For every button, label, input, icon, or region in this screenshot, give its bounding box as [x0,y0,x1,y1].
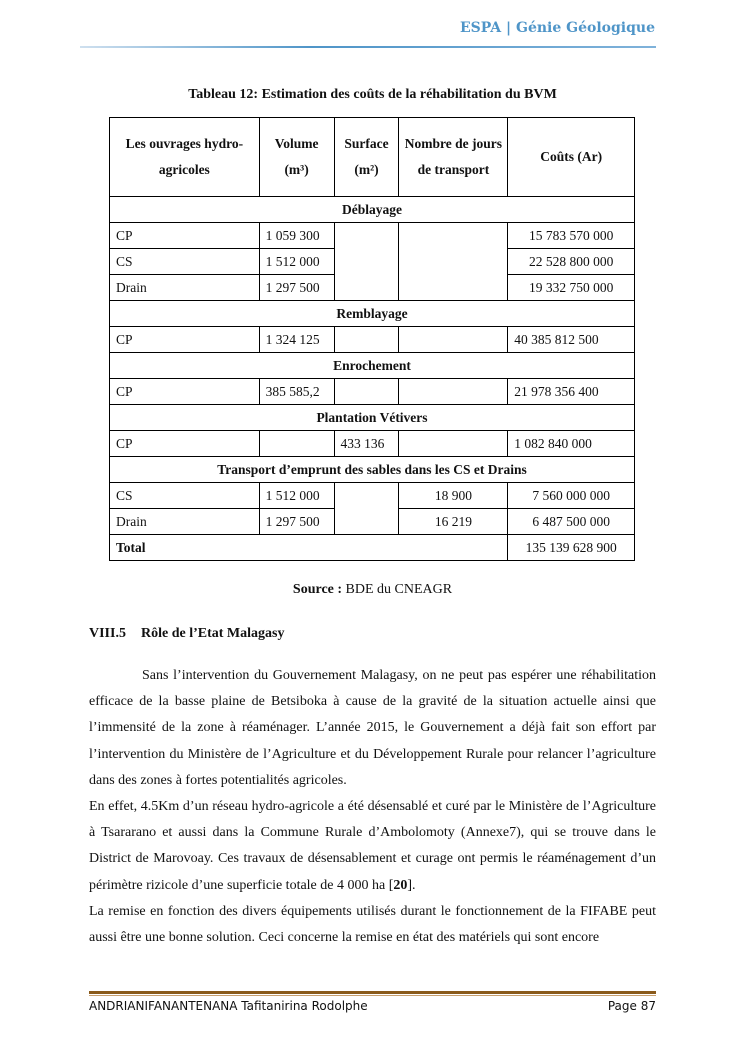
section-number: VIII.5 [89,626,126,641]
row-volume: 1 512 000 [259,249,334,275]
table-row [110,223,635,249]
section-enrochement: Enrochement [110,353,635,379]
row-cost: 15 783 570 000 [508,223,635,249]
row-surface-empty [334,223,399,301]
row-label: CS [110,249,260,275]
section-deblayage: Déblayage [110,197,635,223]
table-header-row [110,118,635,197]
row-cost: 21 978 356 400 [508,379,635,405]
row-jours-empty [399,379,508,405]
table-row [110,431,635,457]
row-surface-empty [334,327,399,353]
total-row [110,535,635,561]
section-transport: Transport d’emprunt des sables dans les CS et Drains [110,457,635,483]
row-label: Drain [110,509,260,535]
row-cost: 1 082 840 000 [508,431,635,457]
footer-page-number: Page 87 [607,999,656,1013]
row-label: CS [110,483,260,509]
row-cost: 22 528 800 000 [508,249,635,275]
section-row [110,353,635,379]
section-row [110,457,635,483]
table-source [0,582,745,598]
table-row [110,327,635,353]
row-volume-empty [259,431,334,457]
section-remblayage: Remblayage [110,301,635,327]
row-cost: 40 385 812 500 [508,327,635,353]
row-volume: 1 297 500 [259,509,334,535]
row-surface-empty [334,483,399,535]
row-label: CP [110,431,260,457]
source-text: BDE du CNEAGR [345,582,453,597]
row-cost: 6 487 500 000 [508,509,635,535]
header-title: ESPA | Génie Géologique [460,20,655,36]
row-surface-empty [334,379,399,405]
row-jours-empty [399,327,508,353]
citation-ref: 20 [393,877,408,893]
total-cost: 135 139 628 900 [508,535,635,561]
row-volume: 1 324 125 [259,327,334,353]
header-ouvrages: Les ouvrages hydro-agricoles [110,118,260,197]
paragraph-text: En effet, 4.5Km d’un réseau hydro-agricole a été désensablé et curé par le Ministère de l’Agriculture à Tsararano et aussi dans la Commune Rurale d’Ambolomoty (Annexe7), qui se trouve dans le District de Marovoay. Ces travaux de désensablement et curage ont permis le réaménagement d’un périmètre rizicole d’une superficie totale de 4 000 ha [ [89,799,656,893]
row-label: CP [110,327,260,353]
footer-divider-thin [89,995,656,996]
row-label: CP [110,223,260,249]
footer-divider [89,991,656,994]
table-row [110,483,635,509]
section-title: Rôle de l’Etat Malagasy [141,626,285,641]
row-volume: 1 512 000 [259,483,334,509]
row-jours-empty [399,431,508,457]
row-cost: 7 560 000 000 [508,483,635,509]
section-heading [89,626,284,642]
paragraph [89,794,656,899]
row-volume: 385 585,2 [259,379,334,405]
row-volume: 1 297 500 [259,275,334,301]
row-jours-empty [399,223,508,301]
row-label: CP [110,379,260,405]
section-plantation: Plantation Vétivers [110,405,635,431]
section-row [110,301,635,327]
table-row [110,379,635,405]
row-volume: 1 059 300 [259,223,334,249]
header-couts: Coûts (Ar) [508,118,635,197]
body-text [89,663,656,951]
table-caption: Tableau 12: Estimation des coûts de la réhabilitation du BVM [188,87,557,102]
footer-author: ANDRIANIFANANTENANA Tafitanirina Rodolphe [89,999,368,1013]
header-volume: Volume (m³) [259,118,334,197]
row-jours: 18 900 [399,483,508,509]
paragraph: Sans l’intervention du Gouvernement Malagasy, on ne peut pas espérer une réhabilitation efficace de la basse plaine de Betsiboka à cause de la gravité de la situation actuelle ainsi que l’immensité de la zone à réaménager. L’année 2015, le Gouvernement a déjà fait son effort par l’intervention du Ministère de l’Agriculture et du Développement Rurale pour relancer l’agriculture dans des zones à fortes potentialités agricoles. [89,668,656,788]
source-label: Source : [292,582,343,597]
citation-close: ]. [407,877,416,893]
section-row [110,405,635,431]
header-divider [80,46,656,48]
row-label: Drain [110,275,260,301]
row-jours: 16 219 [399,509,508,535]
section-row [110,197,635,223]
total-label: Total [110,535,508,561]
paragraph: La remise en fonction des divers équipements utilisés durant le fonctionnement de la FIFABE peut aussi être une bonne solution. Ceci concerne la remise en état des matériels qui sont encore [89,903,656,946]
header-surface: Surface (m²) [334,118,399,197]
header-jours: Nombre de jours de transport [399,118,508,197]
row-cost: 19 332 750 000 [508,275,635,301]
row-surface: 433 136 [334,431,399,457]
cost-table [109,117,635,561]
